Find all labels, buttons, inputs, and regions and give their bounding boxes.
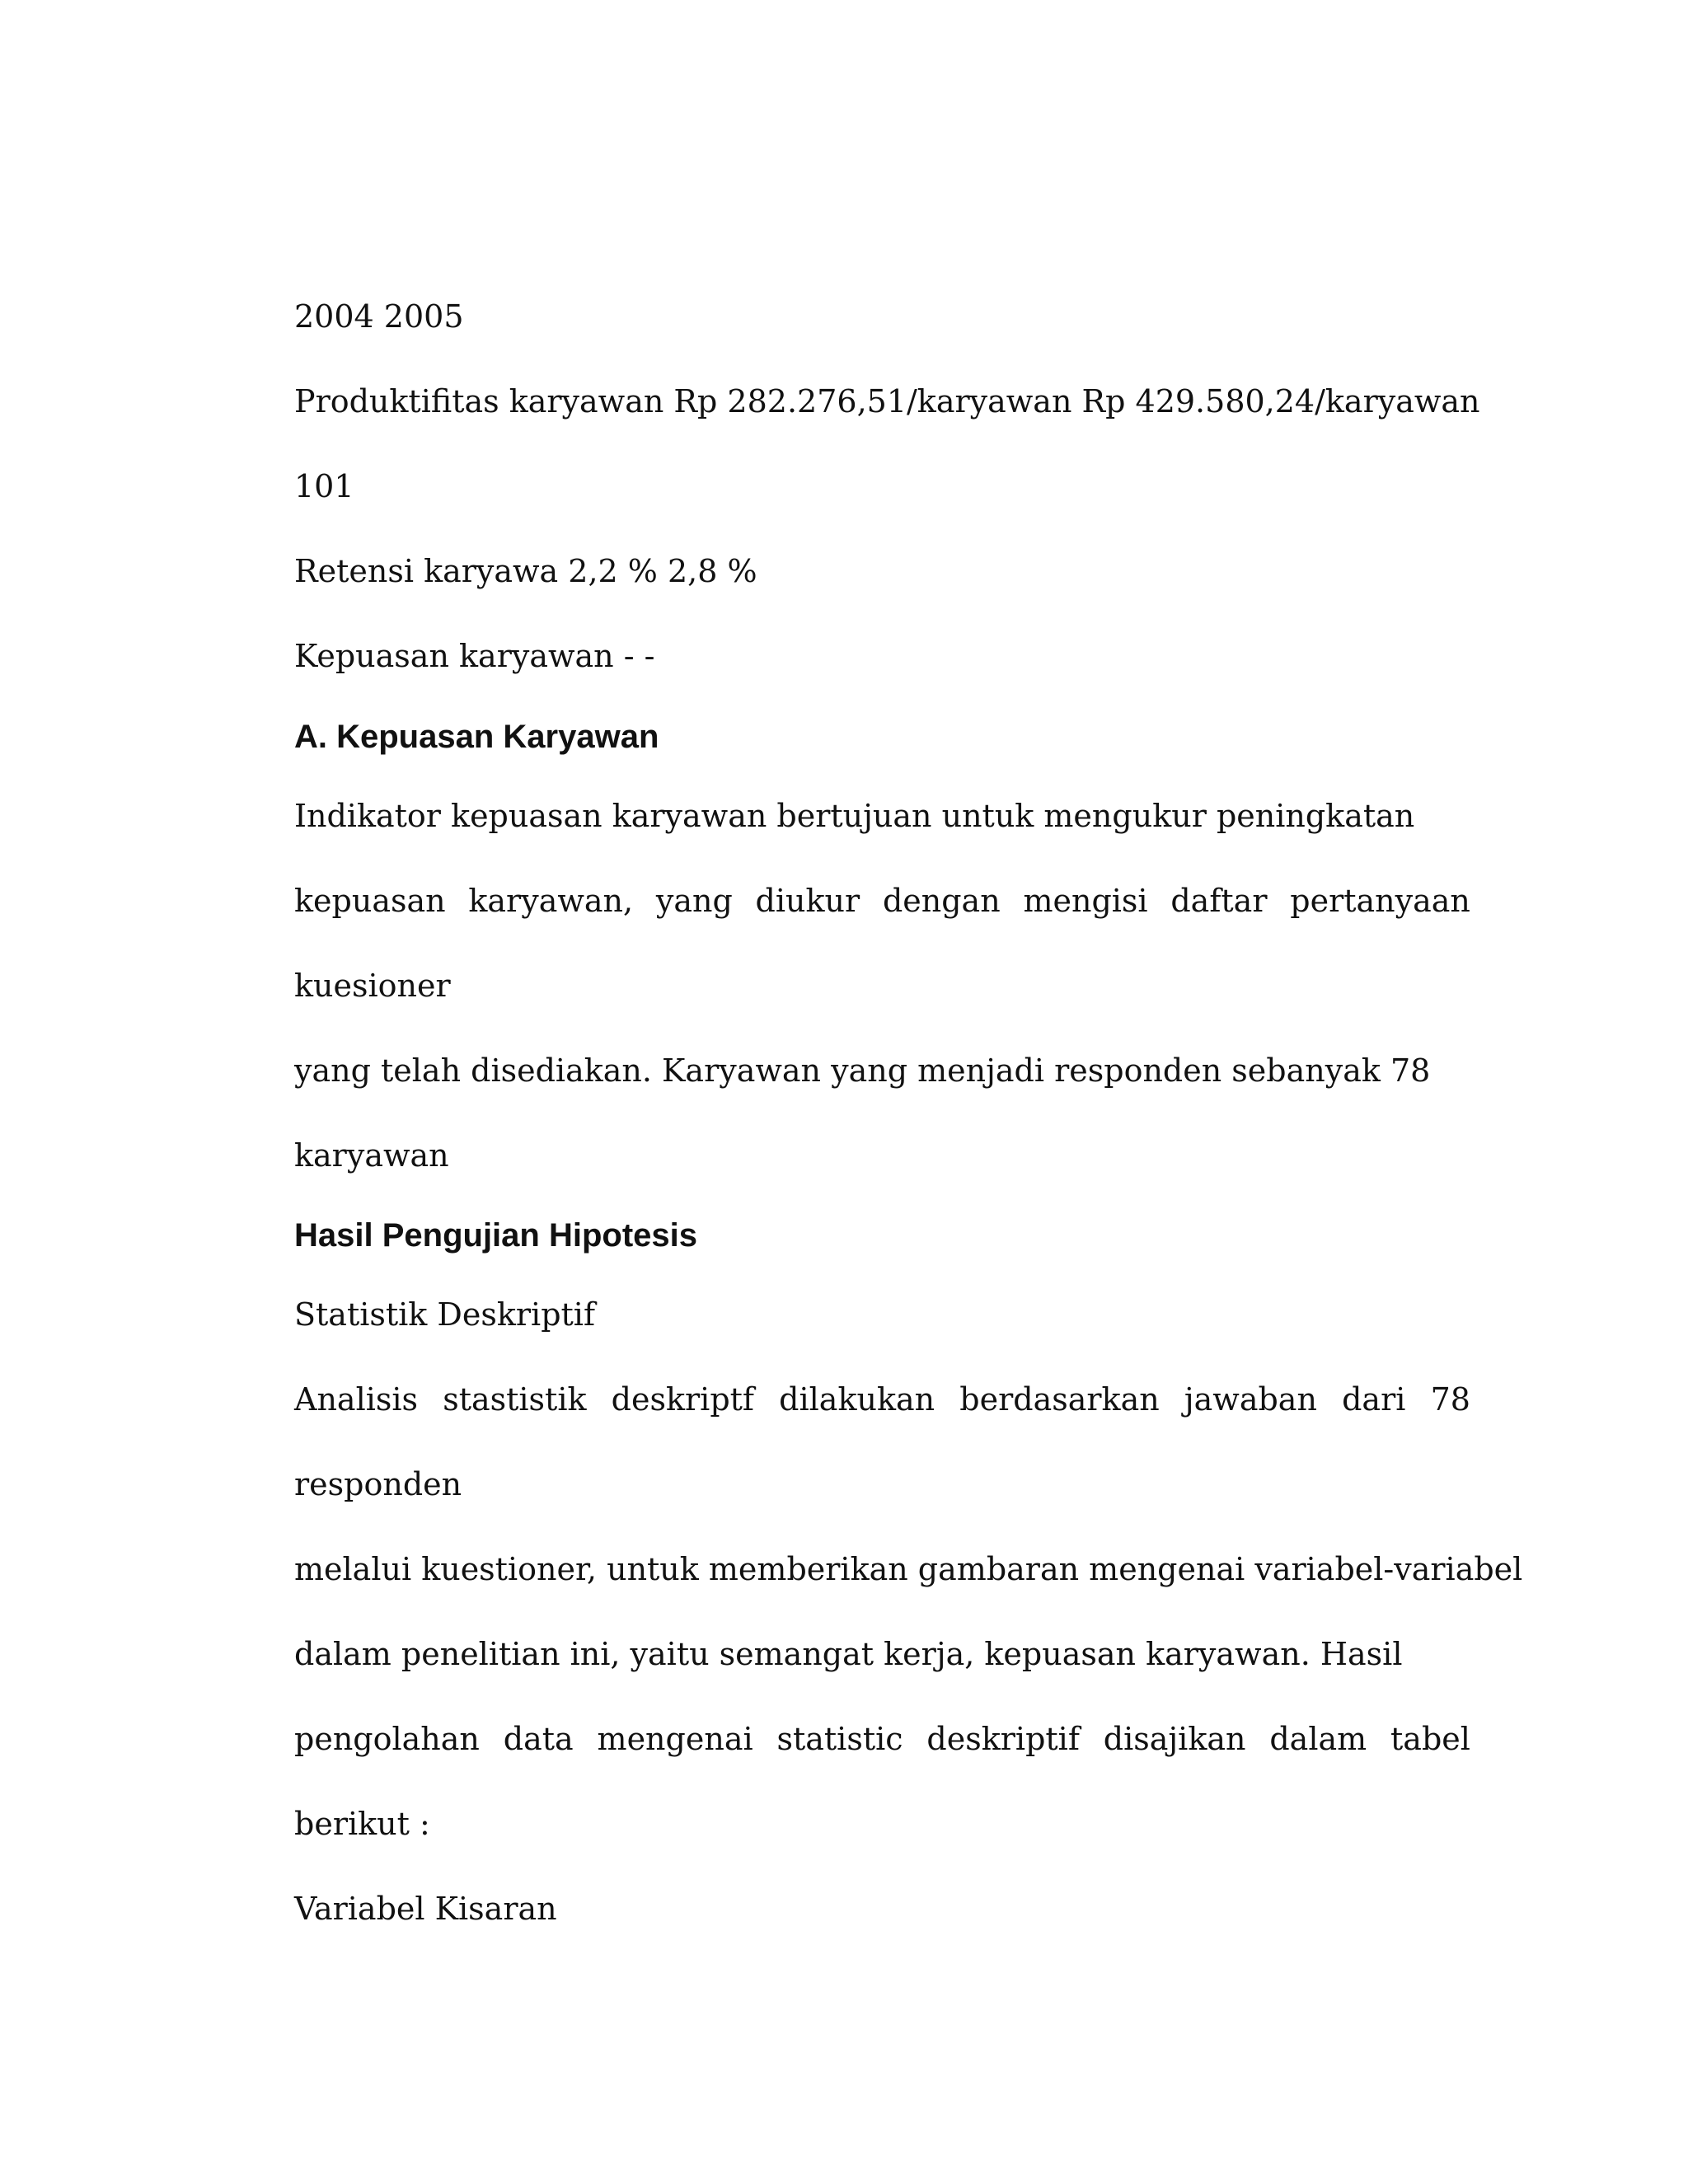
paragraph-line-justified (294, 1719, 1470, 1759)
paragraph-line: melalui kuestioner, untuk memberikan gambaran mengenai variabel-variabel (294, 1551, 1523, 1587)
word: 78 (1430, 1381, 1470, 1418)
word: yang (655, 883, 733, 919)
table-kepuasan-row: Kepuasan karyawan - - (294, 638, 655, 674)
word: diukur (755, 883, 860, 919)
word: karyawan, (468, 883, 634, 919)
word: dilakukan (779, 1381, 935, 1418)
table-years-row: 2004 2005 (294, 298, 464, 335)
paragraph-line: Indikator kepuasan karyawan bertujuan untuk mengukur peningkatan (294, 798, 1415, 834)
word: deskriptf (611, 1381, 754, 1418)
word: deskriptif (926, 1721, 1080, 1757)
section-b-heading: Hasil Pengujian Hipotesis (294, 1217, 698, 1254)
word: pertanyaan (1290, 883, 1470, 919)
word: jawaban (1184, 1381, 1317, 1418)
paragraph-line: responden (294, 1466, 462, 1502)
word: pengolahan (294, 1721, 480, 1757)
paragraph-line-justified (294, 881, 1470, 921)
word: data (503, 1721, 574, 1757)
word: kepuasan (294, 883, 446, 919)
word: mengisi (1023, 883, 1148, 919)
page-number: 101 (294, 468, 354, 504)
word: dengan (882, 883, 1001, 919)
paragraph-line: yang telah disediakan. Karyawan yang menjadi responden sebanyak 78 (294, 1052, 1431, 1089)
word: Analisis (294, 1381, 419, 1418)
section-a-heading: A. Kepuasan Karyawan (294, 719, 659, 755)
word: berdasarkan (959, 1381, 1160, 1418)
paragraph-line: karyawan (294, 1137, 449, 1174)
paragraph-line-justified (294, 1380, 1470, 1419)
table-retensi-row: Retensi karyawa 2,2 % 2,8 % (294, 553, 757, 589)
word: stastistik (443, 1381, 587, 1418)
paragraph-line: berikut : (294, 1806, 430, 1842)
word: daftar (1170, 883, 1268, 919)
word: dalam (1269, 1721, 1367, 1757)
table-produktifitas-row: Produktifitas karyawan Rp 282.276,51/karyawan Rp 429.580,24/karyawan (294, 383, 1480, 419)
paragraph-line: dalam penelitian ini, yaitu semangat kerja, kepuasan karyawan. Hasil (294, 1636, 1403, 1672)
word: disajikan (1103, 1721, 1246, 1757)
word: dari (1342, 1381, 1406, 1418)
table-header-row: Variabel Kisaran (294, 1891, 557, 1927)
word: statistic (776, 1721, 903, 1757)
subheading: Statistik Deskriptif (294, 1296, 596, 1333)
word: tabel (1390, 1721, 1470, 1757)
paragraph-line: kuesioner (294, 968, 451, 1004)
word: mengenai (597, 1721, 753, 1757)
